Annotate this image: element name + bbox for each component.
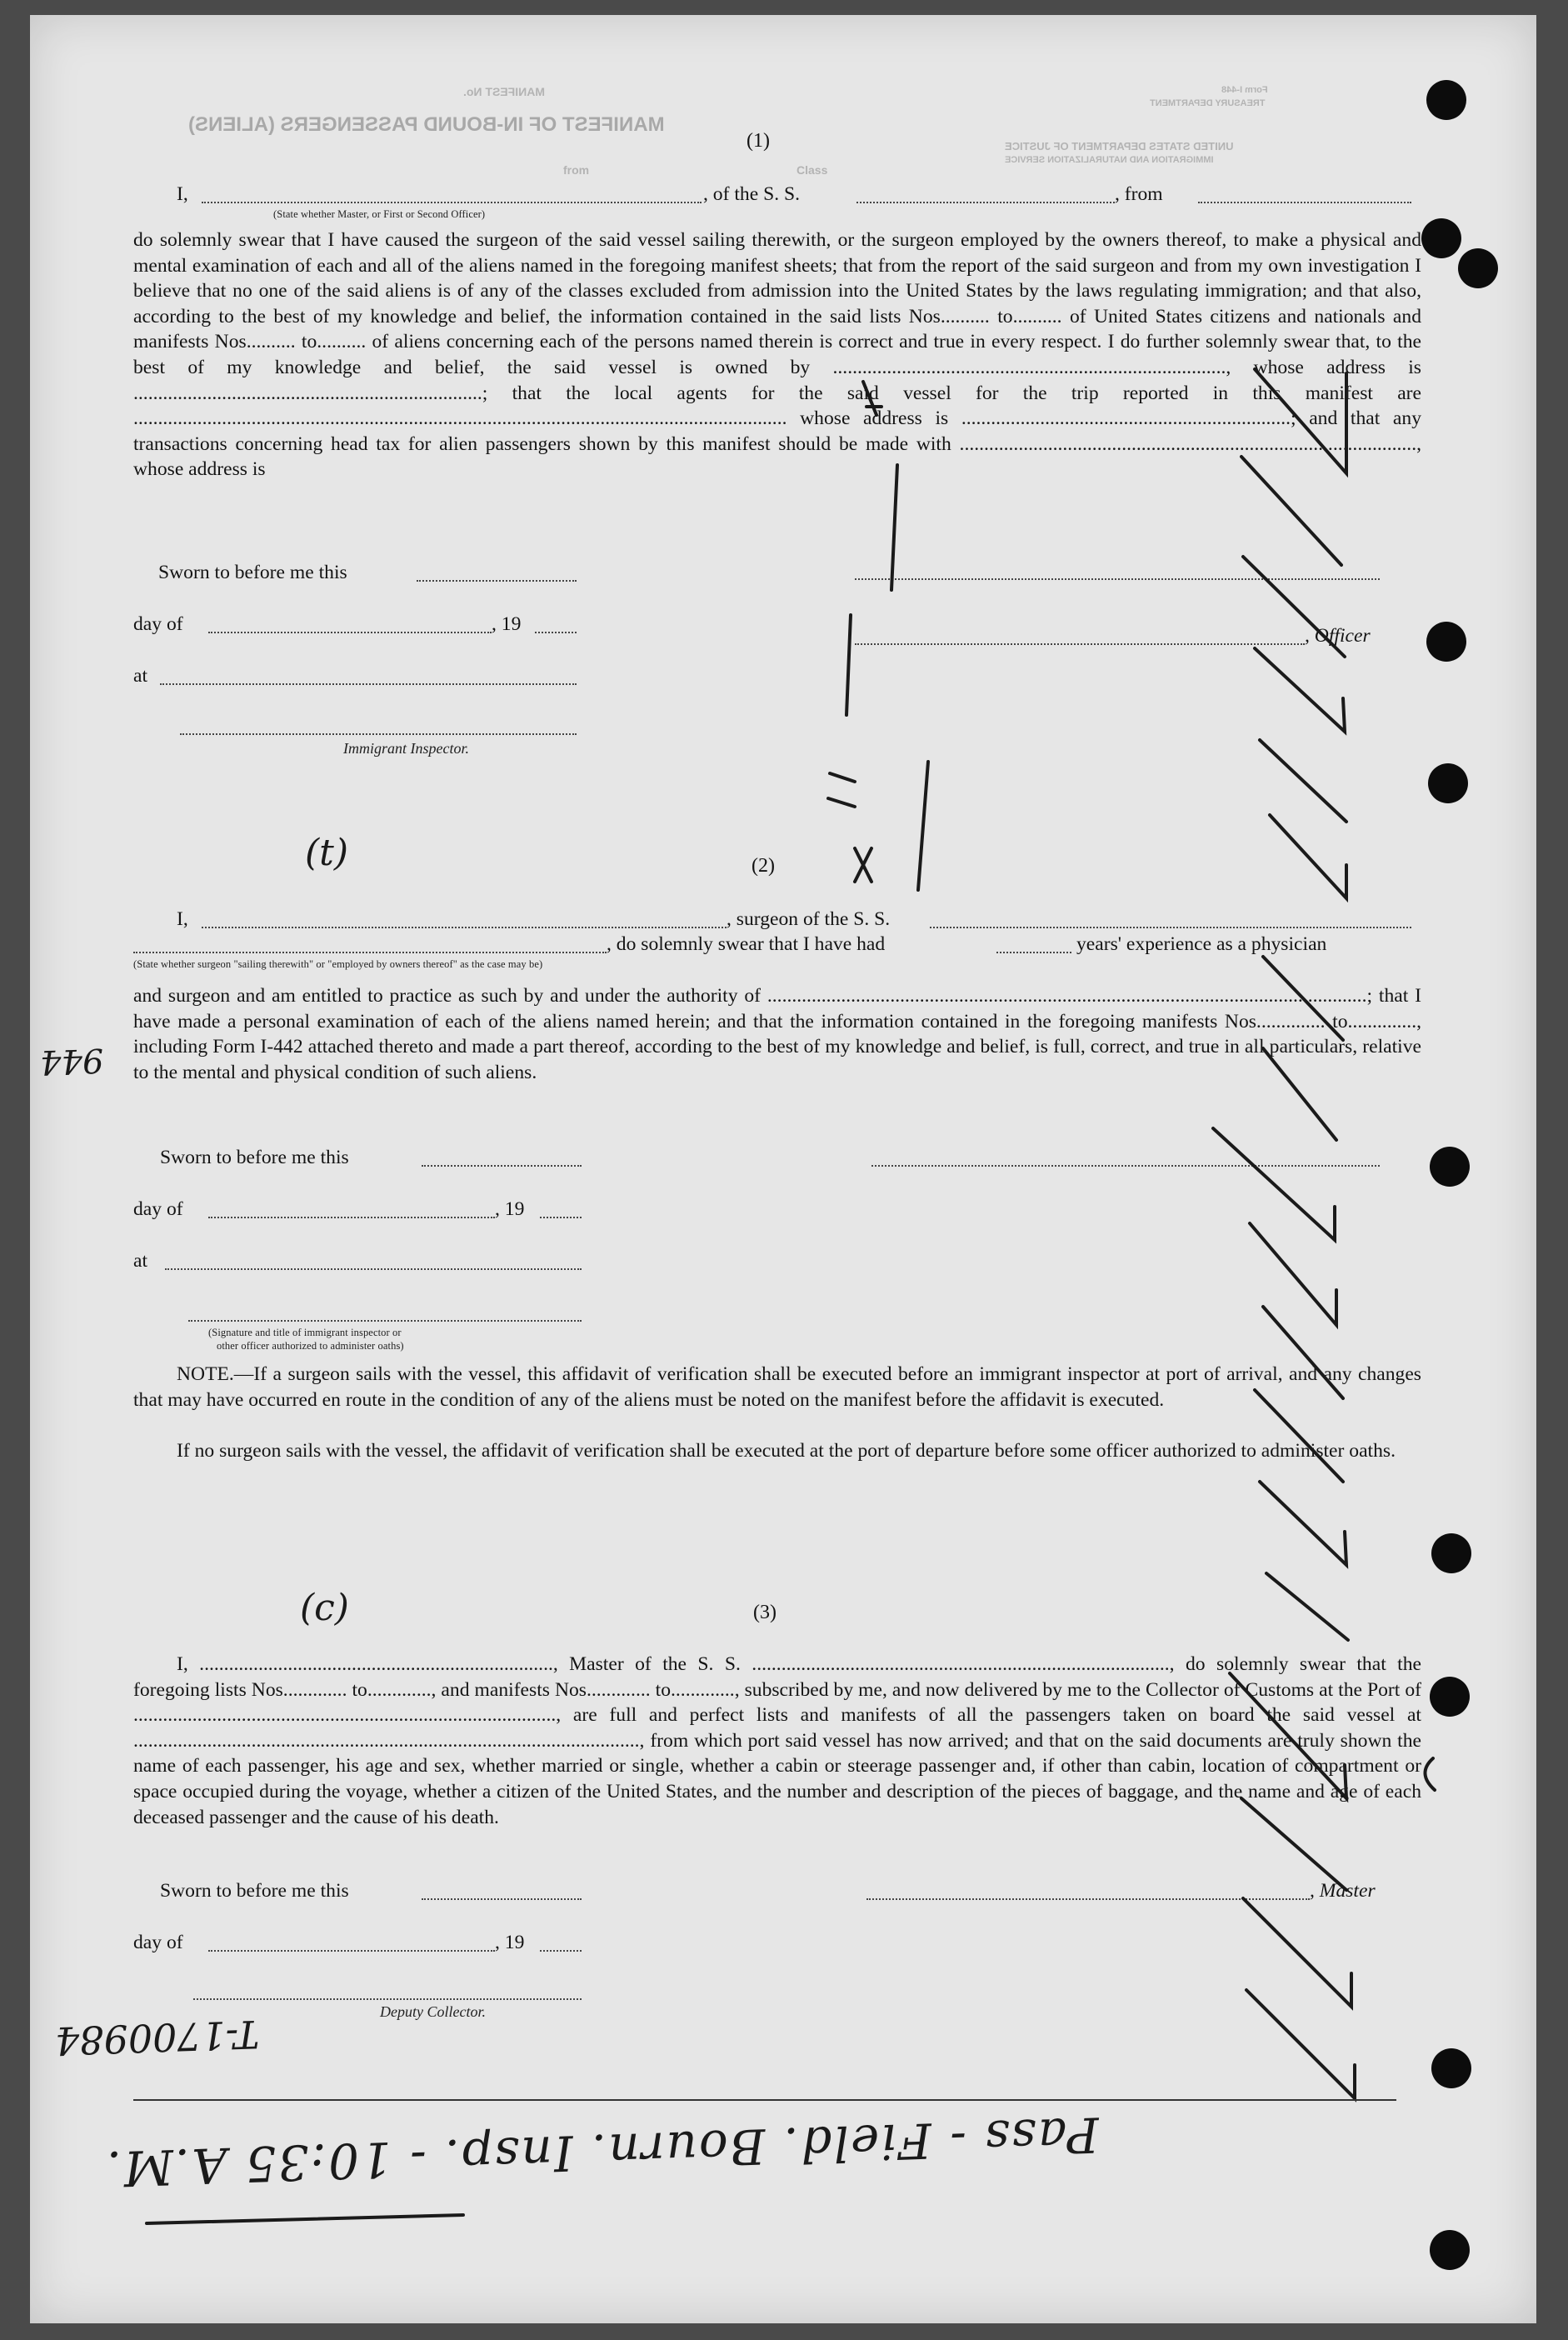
handwritten-code: T-1700984 xyxy=(54,2011,261,2064)
check-marks-overlay xyxy=(30,15,1536,2323)
s3-sworn-label: Sworn to before me this xyxy=(160,1880,349,1902)
s2-sig-caption-1: (Signature and title of immigrant inspector or xyxy=(208,1327,402,1338)
scribble-line xyxy=(918,762,928,890)
s2-sworn-label: Sworn to before me this xyxy=(160,1147,349,1168)
check-mark xyxy=(1266,1573,1348,1640)
s1-from-label: , from xyxy=(1115,183,1163,205)
faint-manifest-no: MANIFEST No. xyxy=(463,85,545,98)
s2-state-caption: (State whether surgeon "sailing therewith" or "employed by owners thereof" as the case may be) xyxy=(133,958,543,970)
s1-i-label: I, xyxy=(177,183,188,205)
s1-sworn-label: Sworn to before me this xyxy=(158,562,347,583)
s1-state-caption: (State whether Master, or First or Second Officer) xyxy=(273,208,486,220)
scribble-line xyxy=(855,848,871,882)
check-mark xyxy=(1270,815,1346,898)
check-mark xyxy=(1255,369,1346,473)
check-mark xyxy=(1241,457,1341,565)
section-1-number: (1) xyxy=(747,130,770,152)
section-1-body: do solemnly swear that I have caused the surgeon of the said vessel sailing therewith, or the surgeon employed by the owners thereof, to make a physical and mental examination of each and all of the aliens named in the foregoing manifest sheets; that from the report of the said surgeon and from my own investigation I believe that no one of the said aliens is of any of the classes excluded from admission into the United States by the laws regulating immigration; and that also, according to the best of my knowledge and belief, the information contained in the said lists Nos.......... to.......... of United States citizens and nationals and manifests Nos.......... to.......... of aliens concerning each of the persons named therein is correct and true in every respect. I do further solemnly swear that, to the best of my knowledge and belief, the said vessel is owned by ................................................................................, whose address is .......................................................................; that the local agents for the said vessel for the trip reported in this manifest are ..................................................................................................................................... whose address is ...................................................................; and that any transactions concerning head tax for alien passengers shown by this manifest should be made with ............................................................................................., whose address is xyxy=(133,229,1421,481)
faint-from: from xyxy=(563,163,590,177)
s3-collector-label: Deputy Collector. xyxy=(380,2003,486,2020)
check-mark xyxy=(1250,1223,1336,1325)
s1-officer-label: , Officer xyxy=(1305,625,1371,647)
scribble-line xyxy=(863,382,881,415)
scribble-line xyxy=(846,615,851,715)
s1-at-label: at xyxy=(133,665,148,687)
s3-year-label: , 19 xyxy=(495,1932,525,1953)
note-1: NOTE.—If a surgeon sails with the vessel, this affidavit of verification shall be executed before an immigrant inspector at port of arrival, and any changes that may have occurred en route in the condition of any of the aliens must be noted on the manifest before the affidavit is executed. xyxy=(133,1363,1421,1411)
handwritten-mark-a: (t) xyxy=(305,832,349,874)
section-3-number: (3) xyxy=(753,1602,777,1623)
manifest-page xyxy=(30,15,1536,2323)
s2-i-label: I, xyxy=(177,908,188,930)
s3-day-label: day of xyxy=(133,1932,183,1953)
s1-year-label: , 19 xyxy=(492,613,522,635)
section-2-body: and surgeon and am entitled to practice as such by and under the authority of ..........................................................................................................................; that I have made a personal examination of each of the aliens named herein; and that the information contained in the foregoing manifests Nos.............. to.............., including Form I-442 attached thereto and made a part thereof, according to the best of my knowledge and belief, is full, correct, and true in all particulars, relative to the mental and physical condition of such aliens. xyxy=(133,985,1421,1083)
faint-title: MANIFEST OF IN-BOUND PASSENGERS (ALIENS) xyxy=(188,113,665,136)
s2-swear-label: , do solemnly swear that I have had xyxy=(607,933,886,955)
note-2: If no surgeon sails with the vessel, the affidavit of verification shall be executed at the port of departure before some officer authorized to administer oaths. xyxy=(177,1440,1396,1462)
faint-dept: UNITED STATES DEPARTMENT OF JUSTICE xyxy=(1005,140,1234,152)
check-mark xyxy=(1246,1990,1355,2098)
faint-class: Class xyxy=(796,163,828,177)
scribble-line xyxy=(828,773,855,807)
handwritten-bottom-note: Pass - Field. Bourn. Insp. - 10:35 A.M. xyxy=(104,2106,1101,2198)
s2-day-label: day of xyxy=(133,1198,183,1220)
s2-sig-caption-2: other officer authorized to administer oaths) xyxy=(217,1340,404,1352)
handwritten-mark-b: (c) xyxy=(300,1587,349,1629)
section-3-body: I, ........................................................................, Master of the S. S. ....................................................................................., do solemnly swear that the foregoing lists Nos............. to............., and manifests Nos............. to............., subscribed by me, and now delivered by me to the Collector of Customs at the Port of ......................................................................................, are full and perfect lists and manifests of all the passengers taken on board the said vessel at ......................................................................................................., from which port said vessel has now arrived; and that on the said documents are truly shown the name of each passenger, his age and sex, whether married or single, whether a cabin or steerage passenger and, if other than cabin, location of compartment or space occupied during the voyage, whether a citizen of the United States, and the number and description of the pieces of baggage, and the name and age of each deceased passenger and the cause of his death. xyxy=(133,1653,1421,1828)
scribble-line xyxy=(891,465,897,590)
check-mark xyxy=(1243,557,1345,657)
handwritten-margin-number: 944 xyxy=(39,1040,105,1082)
check-mark xyxy=(1241,1798,1346,1890)
s2-years-label: years' experience as a physician xyxy=(1076,933,1327,955)
faint-service: IMMIGRATION AND NATURALIZATION SERVICE xyxy=(1005,155,1214,165)
s1-of-ss-label: , of the S. S. xyxy=(703,183,801,205)
s1-day-label: day of xyxy=(133,613,183,635)
section-2-number: (2) xyxy=(752,855,775,877)
s3-master-label: , Master xyxy=(1310,1880,1376,1902)
scribble-line xyxy=(147,2215,463,2223)
check-mark xyxy=(1260,740,1346,822)
check-mark xyxy=(1243,1898,1351,2007)
s2-surgeon-label: , surgeon of the S. S. xyxy=(727,908,891,930)
check-mark xyxy=(1260,1482,1346,1565)
check-mark xyxy=(1255,648,1345,732)
s2-at-label: at xyxy=(133,1250,148,1272)
s2-year-label: , 19 xyxy=(495,1198,525,1220)
check-mark xyxy=(1230,1673,1346,1798)
check-mark xyxy=(1213,1128,1335,1240)
check-mark xyxy=(1263,957,1343,1040)
check-mark xyxy=(1255,1390,1343,1482)
s1-inspector-label: Immigrant Inspector. xyxy=(343,740,469,757)
faint-form: Form I-448 xyxy=(1221,85,1268,95)
faint-treasury: TREASURY DEPARTMENT xyxy=(1150,98,1266,108)
check-mark xyxy=(1263,1048,1336,1140)
scribble-line xyxy=(1425,1758,1435,1790)
